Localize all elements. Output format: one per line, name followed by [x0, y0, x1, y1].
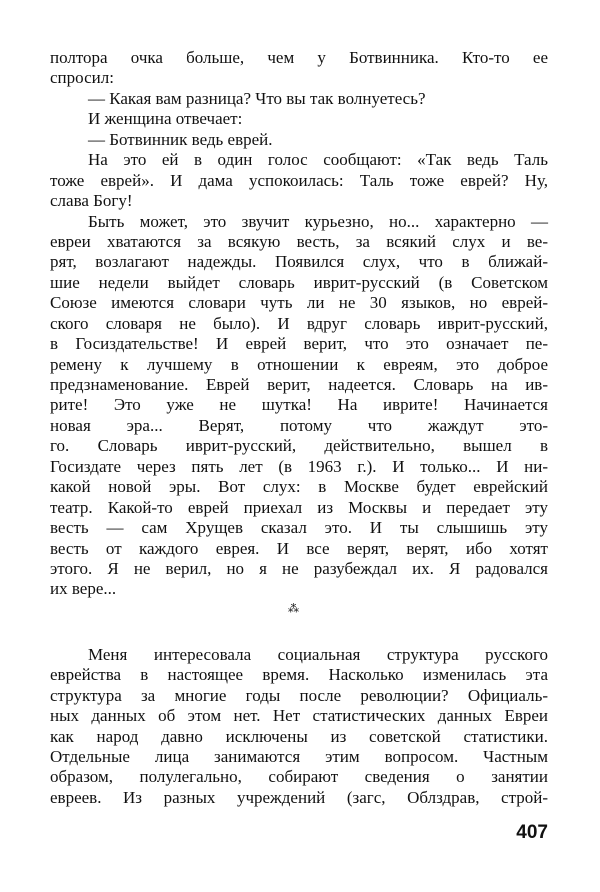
text-line: театр. Какой-то еврей приехал из Москвы и передает эту [50, 497, 548, 517]
text-block-rumors [50, 48, 548, 600]
text-line: рят, возлагают надежды. Появился слух, что в ближай- [50, 252, 548, 272]
text-line: ского словаря не было). И вдруг словарь иврит-русский, [50, 313, 548, 333]
text-line: их вере... [50, 579, 117, 599]
text-line: — Какая вам разница? Что вы так волнуетесь? [88, 88, 426, 108]
text-line: какой новой эры. Вот слух: в Москве будет еврейский [50, 477, 548, 497]
text-line: в Госиздательстве! И еврей верит, что это означает пе- [50, 334, 548, 354]
text-line: евреев. Из разных учреждений (загс, Облздрав, строй- [50, 787, 548, 807]
text-line: Быть может, это звучит курьезно, но... характерно — [88, 211, 548, 231]
text-block-social-structure [50, 645, 548, 809]
text-line: образом, полулегально, собирают сведения о занятии [50, 767, 548, 787]
text-line: еврейства в настоящее время. Насколько изменилась эта [50, 665, 548, 685]
text-line: весть — сам Хрущев сказал это. И ты слышишь эту [50, 518, 548, 538]
text-line: новая эра... Верят, потому что жаждут это- [50, 415, 548, 435]
text-line: Союзе имеются словари чуть ли не 30 языков, но еврей- [50, 293, 548, 313]
text-line: как народ давно исключены из советской статистики. [50, 726, 548, 746]
text-line: евреи хватаются за всякую весть, за всякий слух и ве- [50, 231, 548, 251]
text-line: предзнаменование. Еврей верит, надеется. Словарь на ив- [50, 375, 548, 394]
book-page-text [50, 48, 548, 808]
text-line: — Ботвинник ведь еврей. [88, 129, 273, 149]
text-line: шие недели выйдет словарь иврит-русский (в Советском [50, 272, 548, 292]
text-line: ремену к лучшему в отношении к евреям, это доброе [50, 354, 548, 374]
text-line: слава Богу! [50, 191, 133, 211]
text-line: И женщина отвечает: [88, 109, 243, 129]
asterism-icon: ⁂ [288, 602, 299, 615]
text-line: На это ей в один голос сообщают: «Так ведь Таль [88, 150, 548, 170]
text-line: весть от каждого еврея. И все верят, верят, ибо хотят [50, 538, 548, 558]
text-line: полтора очка больше, чем у Ботвинника. Кто-то ее [50, 48, 548, 67]
page-number: 407 [516, 822, 548, 843]
text-line: этого. Я не верил, но я не разубеждал их. Я радовался [50, 558, 548, 578]
text-line: тоже еврей». И дама успокоилась: Таль тоже еврей? Ну, [50, 170, 548, 190]
text-line: Госиздате через пять лет (в 1963 г.). И только... И ни- [50, 456, 548, 476]
text-line: Меня интересовала социальная структура русского [88, 644, 548, 664]
text-line: го. Словарь иврит-русский, действительно, вышел в [50, 436, 548, 456]
text-line: рите! Это уже не шутка! На иврите! Начинается [50, 395, 548, 415]
section-separator [50, 600, 548, 645]
text-line: Отдельные лица занимаются этим вопросом. Частным [50, 747, 548, 766]
text-line: спросил: [50, 68, 114, 88]
text-line: ных данных об этом нет. Нет статистических данных Евреи [50, 706, 548, 726]
text-line: структура за многие годы после революции? Официаль- [50, 685, 548, 705]
